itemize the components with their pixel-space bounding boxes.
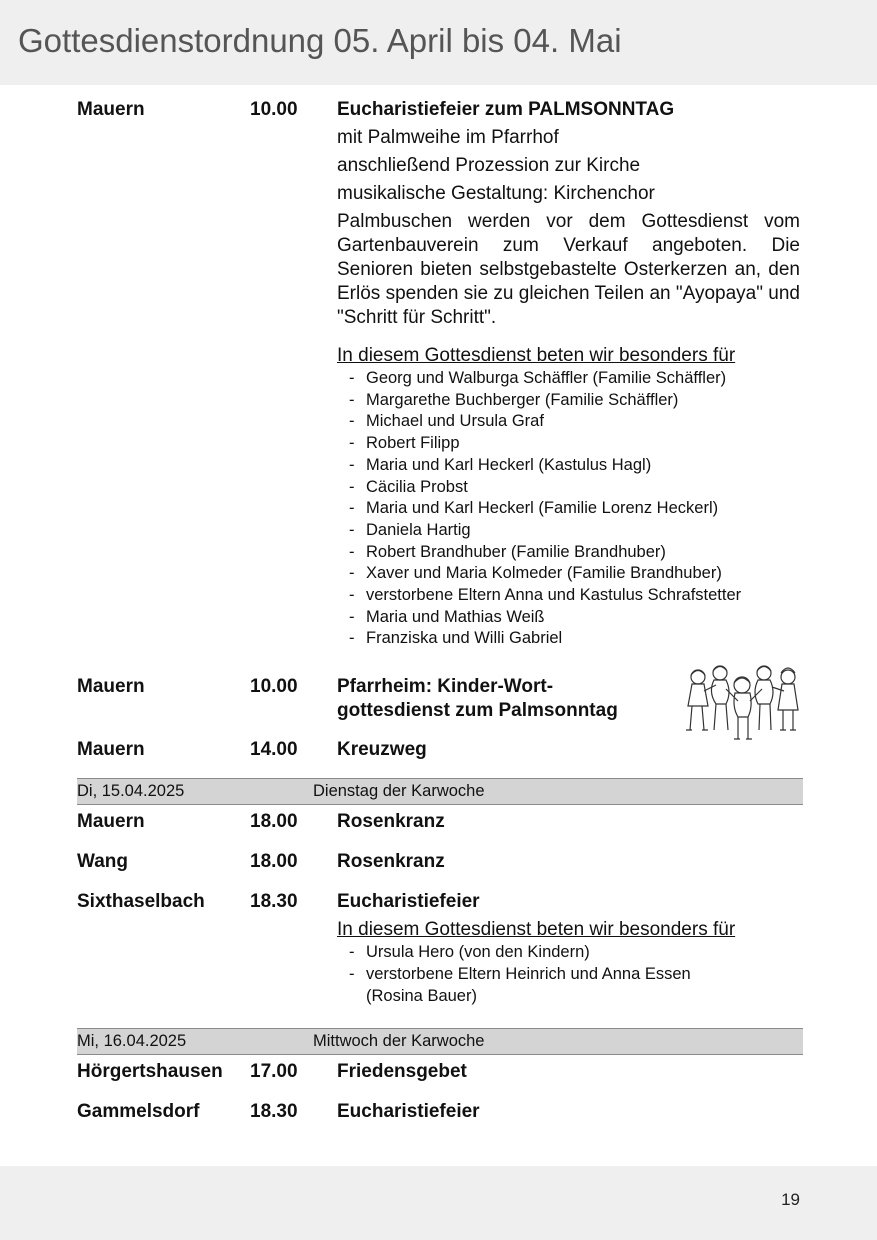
service-title: Rosenkranz bbox=[337, 811, 445, 833]
service-title: Kreuzweg bbox=[337, 739, 427, 761]
prayer-list-item: - Maria und Karl Heckerl (Familie Lorenz Heckerl) bbox=[349, 498, 800, 520]
child-figure-icon bbox=[686, 670, 708, 730]
prayer-list-item: - Robert Brandhuber (Familie Brandhuber) bbox=[349, 542, 800, 564]
page-title: Gottesdienstordnung 05. April bis 04. Mai bbox=[18, 22, 622, 59]
service-details bbox=[337, 738, 800, 762]
service-entry bbox=[77, 890, 803, 1007]
service-entry bbox=[77, 850, 803, 890]
service-note: mit Palmweihe im Pfarrhof bbox=[337, 127, 559, 148]
service-details bbox=[337, 850, 800, 874]
service-time: 18.30 bbox=[250, 891, 298, 913]
day-header bbox=[77, 1028, 803, 1055]
prayer-heading: In diesem Gottesdienst beten wir besonders für bbox=[337, 919, 736, 941]
service-note: musikalische Gestaltung: Kirchenchor bbox=[337, 183, 655, 204]
prayer-list-item: - Xaver und Maria Kolmeder (Familie Brandhuber) bbox=[349, 563, 800, 585]
day-date: Di, 15.04.2025 bbox=[77, 782, 185, 801]
service-entry bbox=[77, 1060, 803, 1100]
day-header bbox=[77, 778, 803, 805]
service-place: Mauern bbox=[77, 811, 145, 833]
child-figure-icon bbox=[755, 666, 773, 730]
service-details bbox=[337, 1100, 800, 1124]
prayer-list-item: - Ursula Hero (von den Kindern) bbox=[349, 942, 800, 964]
prayer-heading: In diesem Gottesdienst beten wir besonders für bbox=[337, 345, 736, 366]
service-place: Mauern bbox=[77, 676, 145, 698]
service-title: Eucharistiefeier bbox=[337, 891, 480, 913]
prayer-list-item: - Franziska und Willi Gabriel bbox=[349, 628, 800, 650]
service-time: 10.00 bbox=[250, 676, 298, 698]
service-time: 18.30 bbox=[250, 1101, 298, 1123]
service-title: Pfarrheim: Kinder-Wort- bbox=[337, 676, 554, 698]
service-place: Mauern bbox=[77, 99, 145, 120]
prayer-list-item: - Daniela Hartig bbox=[349, 520, 800, 542]
child-figure-icon bbox=[734, 677, 752, 739]
service-entry bbox=[77, 810, 803, 850]
service-title: Eucharistiefeier bbox=[337, 1101, 480, 1123]
service-place: Hörgertshausen bbox=[77, 1061, 223, 1083]
prayer-list bbox=[337, 942, 800, 1007]
service-entry bbox=[77, 1100, 803, 1140]
prayer-list-item: - Michael und Ursula Graf bbox=[349, 411, 800, 433]
day-name: Mittwoch der Karwoche bbox=[313, 1032, 485, 1051]
service-title: gottesdienst zum Palmsonntag bbox=[337, 700, 618, 722]
service-entry bbox=[77, 98, 803, 650]
service-time: 14.00 bbox=[250, 739, 298, 761]
service-title: Friedensgebet bbox=[337, 1061, 467, 1083]
service-place: Mauern bbox=[77, 739, 145, 761]
service-details bbox=[337, 810, 800, 834]
service-time: 18.00 bbox=[250, 811, 298, 833]
service-title: Rosenkranz bbox=[337, 851, 445, 873]
service-details bbox=[337, 1060, 800, 1084]
service-time: 17.00 bbox=[250, 1061, 298, 1083]
service-place: Sixthaselbach bbox=[77, 891, 205, 913]
prayer-list-item: - Cäcilia Probst bbox=[349, 477, 800, 499]
service-entry bbox=[77, 675, 803, 723]
children-circle-drawing-icon bbox=[682, 661, 804, 747]
page-header bbox=[0, 0, 877, 85]
page-footer bbox=[0, 1166, 877, 1240]
page-number: 19 bbox=[781, 1190, 800, 1209]
prayer-list-item: - Georg und Walburga Schäffler (Familie Schäffler) bbox=[349, 368, 800, 390]
child-figure-icon bbox=[711, 666, 729, 730]
service-time: 18.00 bbox=[250, 851, 298, 873]
child-figure-icon bbox=[778, 668, 798, 730]
service-time: 10.00 bbox=[250, 99, 298, 120]
prayer-list-item: - Maria und Karl Heckerl (Kastulus Hagl) bbox=[349, 455, 800, 477]
service-place: Gammelsdorf bbox=[77, 1101, 200, 1123]
day-date: Mi, 16.04.2025 bbox=[77, 1032, 187, 1051]
prayer-list-item: - Maria und Mathias Weiß bbox=[349, 607, 800, 629]
service-entry bbox=[77, 738, 803, 778]
schedule-content bbox=[77, 98, 803, 1140]
service-paragraph: Palmbuschen werden vor dem Gottesdienst vom Gartenbauverein zum Verkauf angeboten. Die Senioren bieten selbstgebastelte Osterkerzen an, den Erlös spenden sie zu gleichen Teilen an "Ayopaya" und "Schritt für Schritt". bbox=[337, 211, 800, 328]
service-note: anschließend Prozession zur Kirche bbox=[337, 155, 641, 176]
day-name: Dienstag der Karwoche bbox=[313, 782, 485, 801]
service-details bbox=[337, 98, 800, 650]
prayer-list-item: - Margarethe Buchberger (Familie Schäffler) bbox=[349, 390, 800, 412]
service-title: Eucharistiefeier zum PALMSONNTAG bbox=[337, 99, 675, 120]
prayer-list-item: - verstorbene Eltern Anna und Kastulus Schrafstetter bbox=[349, 585, 800, 607]
prayer-list-item-continuation: (Rosina Bauer) bbox=[366, 986, 477, 1005]
prayer-list-item: - verstorbene Eltern Heinrich und Anna Essen bbox=[349, 964, 800, 986]
service-details bbox=[337, 890, 800, 1007]
prayer-list bbox=[337, 368, 800, 650]
prayer-list-item: - Robert Filipp bbox=[349, 433, 800, 455]
service-place: Wang bbox=[77, 851, 129, 873]
